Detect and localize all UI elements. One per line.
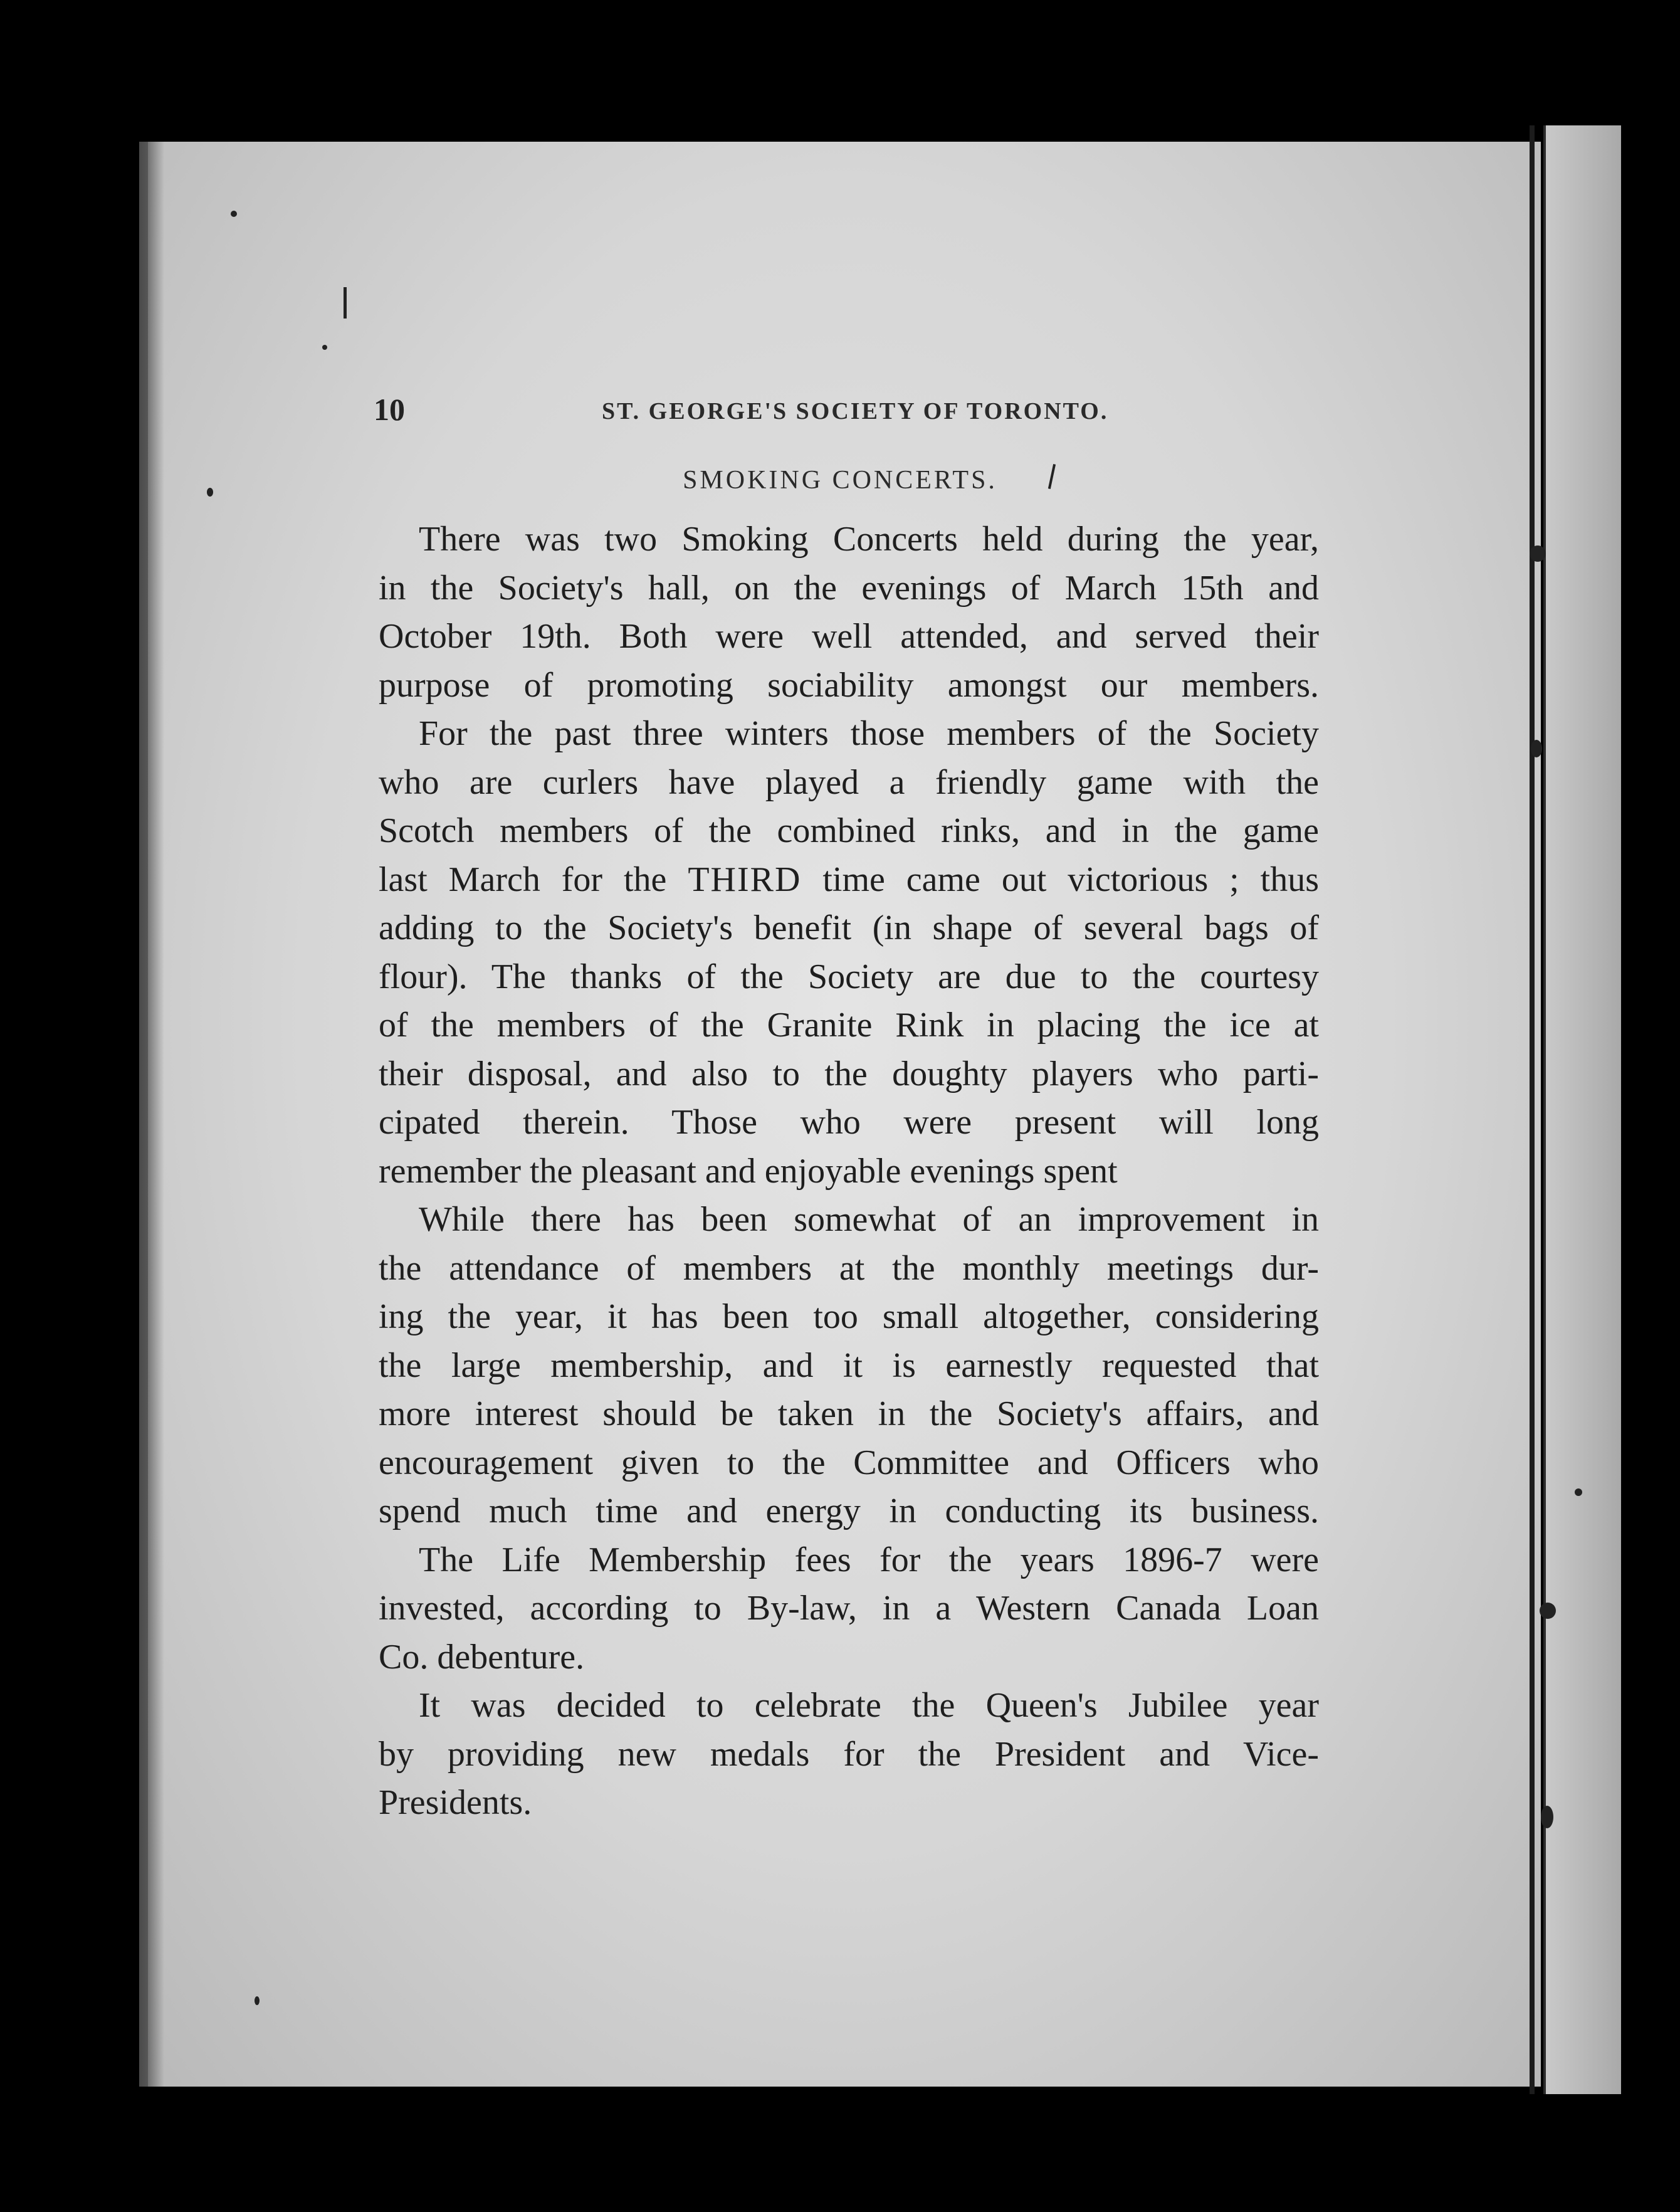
text-line: the large membership, and it is earnestly requested that <box>379 1346 1319 1385</box>
text-line-mixed <box>379 856 1319 905</box>
text-line: It was decided to celebrate the Queen's Jubilee year <box>419 1686 1319 1725</box>
text-line: of the members of the Granite Rink in placing the ice at <box>379 1006 1319 1045</box>
text-line: The Life Membership fees for the years 1896-7 were <box>419 1540 1319 1579</box>
text-line: purpose of promoting sociability amongst our members. <box>379 665 1319 705</box>
text-line: Presidents. <box>379 1783 532 1822</box>
section-heading-text: SMOKING CONCERTS. <box>683 466 997 495</box>
body-text <box>379 515 1319 1828</box>
text-line: adding to the Society's benefit (in shape of several bags of <box>379 908 1319 947</box>
page-edge-shadow <box>139 142 164 2087</box>
scan-speck <box>1531 740 1542 757</box>
text-line: ing the year, it has been too small altogether, considering <box>379 1297 1319 1336</box>
text-line: invested, according to By-law, in a Western Canada Loan <box>379 1589 1319 1628</box>
scan-speck <box>1541 1806 1553 1828</box>
page-number: 10 <box>374 392 405 427</box>
text-line: who are curlers have played a friendly game with the <box>379 762 1319 802</box>
scan-speck <box>255 1996 260 2005</box>
text-line: by providing new medals for the President and Vice- <box>379 1734 1319 1774</box>
scan-speck <box>1530 545 1546 562</box>
scan-speck <box>231 211 237 217</box>
text-line: For the past three winters those members of the Society <box>419 714 1319 753</box>
scan-speck <box>322 345 327 350</box>
text-line: spend much time and energy in conducting its business. <box>379 1492 1319 1530</box>
text-line: more interest should be taken in the Society's affairs, and <box>379 1394 1319 1433</box>
running-head-title: ST. GEORGE'S SOCIETY OF TORONTO. <box>602 398 1109 424</box>
text-line: encouragement given to the Committee and Officers who <box>379 1443 1319 1482</box>
text-line: flour). The thanks of the Society are due to the courtesy <box>379 957 1319 996</box>
text-line: Scotch members of the combined rinks, and in the game <box>379 811 1319 850</box>
text-line: October 19th. Both were well attended, and served their <box>379 617 1319 656</box>
text-line: cipated therein. Those who were present will long <box>379 1103 1319 1142</box>
section-heading <box>0 465 1680 495</box>
scan-speck <box>1540 1603 1556 1619</box>
page-gutter-line <box>1530 125 1535 2094</box>
scan-mark <box>344 287 347 319</box>
text-fragment: last March for the <box>379 860 667 899</box>
text-line: There was two Smoking Concerts held during the year, <box>419 520 1319 559</box>
text-line: While there has been somewhat of an improvement in <box>419 1200 1319 1239</box>
text-line: the attendance of members at the monthly meetings dur- <box>379 1248 1319 1288</box>
scan-speck <box>1575 1488 1582 1496</box>
text-line: in the Society's hall, on the evenings of March 15th and <box>379 568 1319 608</box>
text-line: remember the pleasant and enjoyable evenings spent <box>379 1151 1118 1191</box>
emphasis-smallcaps: THIRD <box>688 860 802 899</box>
facing-page-edge <box>1546 125 1621 2094</box>
text-line: their disposal, and also to the doughty players who parti- <box>379 1054 1319 1093</box>
text-fragment: time came out victorious ; thus <box>822 860 1320 899</box>
text-line: Co. debenture. <box>379 1637 585 1677</box>
